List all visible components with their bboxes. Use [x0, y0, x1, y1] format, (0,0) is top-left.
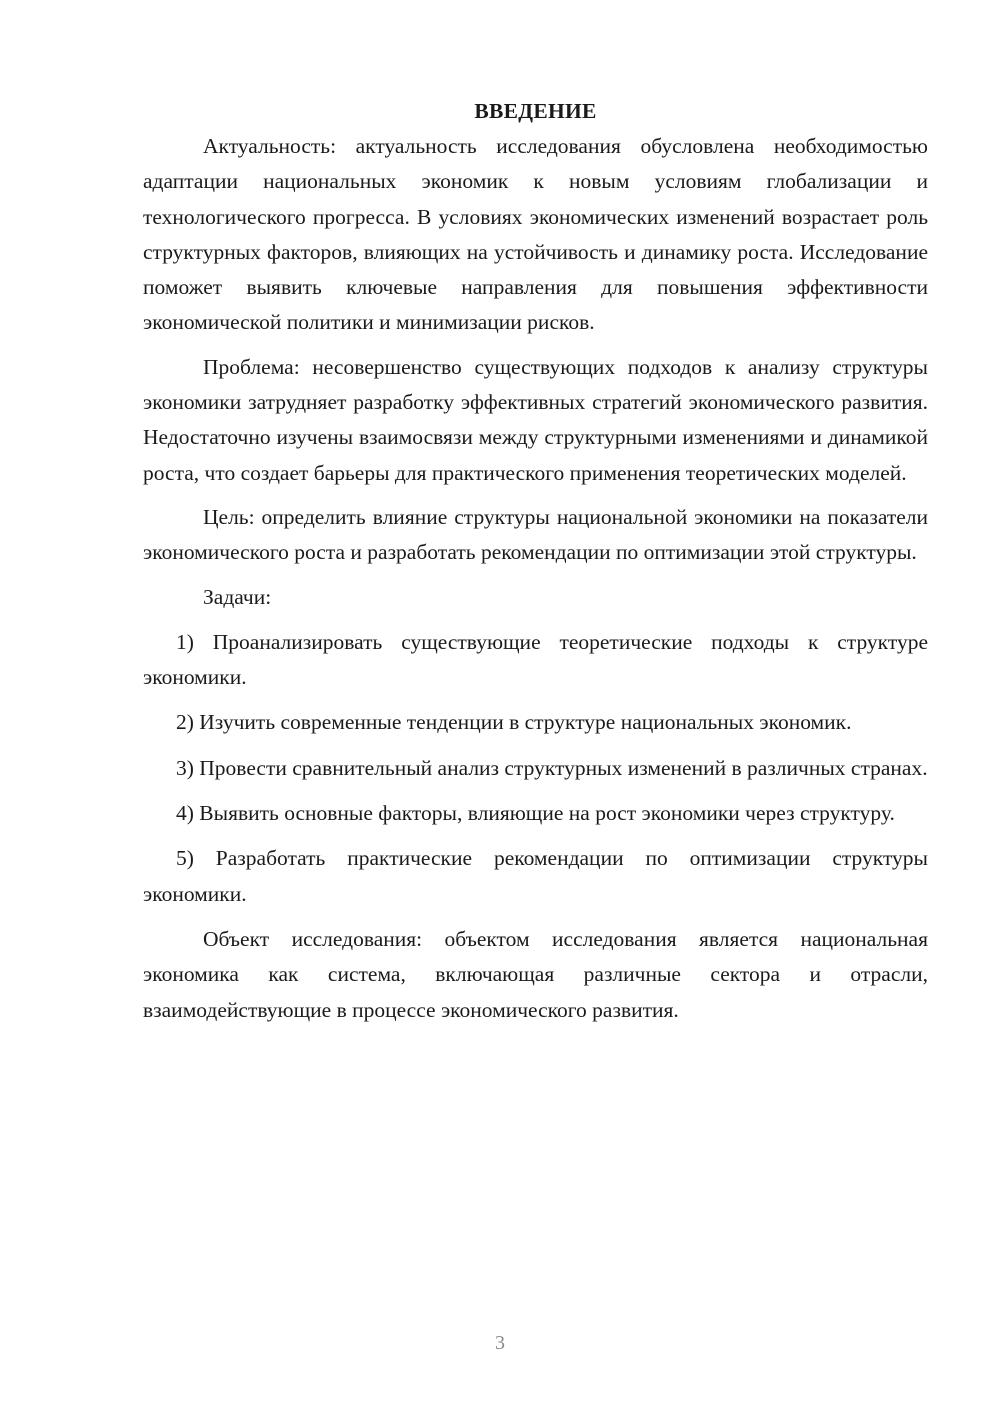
goal-paragraph: Цель: определить влияние структуры национальной экономики на показатели экономического роста и разработать рекомендации по оптимизации этой структуры. [143, 504, 928, 565]
task-item-4: 4) Выявить основные факторы, влияющие на рост экономики через структуру. [176, 801, 895, 826]
section-title: ВВЕДЕНИЕ [474, 99, 597, 123]
task-item-2: 2) Изучить современные тенденции в структуре национальных экономик. [176, 710, 852, 735]
page-content [143, 94, 928, 1028]
task-item-1: 1) Проанализировать существующие теоретические подходы к структуре экономики. [143, 629, 928, 690]
problem-paragraph: Проблема: несовершенство существующих подходов к анализу структуры экономики затрудняет разработку эффективных стратегий экономического развития. Недостаточно изучены взаимосвязи между структурными изменениями и динамикой роста, что создает барьеры для практического применения теоретических моделей. [143, 354, 928, 485]
task-item-5: 5) Разработать практические рекомендации по оптимизации структуры экономики. [143, 846, 928, 906]
tasks-heading: Задачи: [203, 584, 272, 609]
object-paragraph: Объект исследования: объектом исследования является национальная экономика как система, включающая различные сектора и отрасли, взаимодействующие в процессе экономического развития. [143, 926, 928, 1022]
page-number: 3 [495, 1332, 505, 1354]
relevance-paragraph: Актуальность: актуальность исследования обусловлена необходимостью адаптации национальных экономик к новым условиям глобализации и технологического прогресса. В условиях экономических изменений возрастает роль структурных факторов, влияющих на устойчивость и динамику роста. Исследование поможет выявить ключевые направления для повышения эффективности экономической политики и минимизации рисков. [143, 134, 928, 335]
task-item-3: 3) Провести сравнительный анализ структурных изменений в различных странах. [176, 755, 928, 780]
